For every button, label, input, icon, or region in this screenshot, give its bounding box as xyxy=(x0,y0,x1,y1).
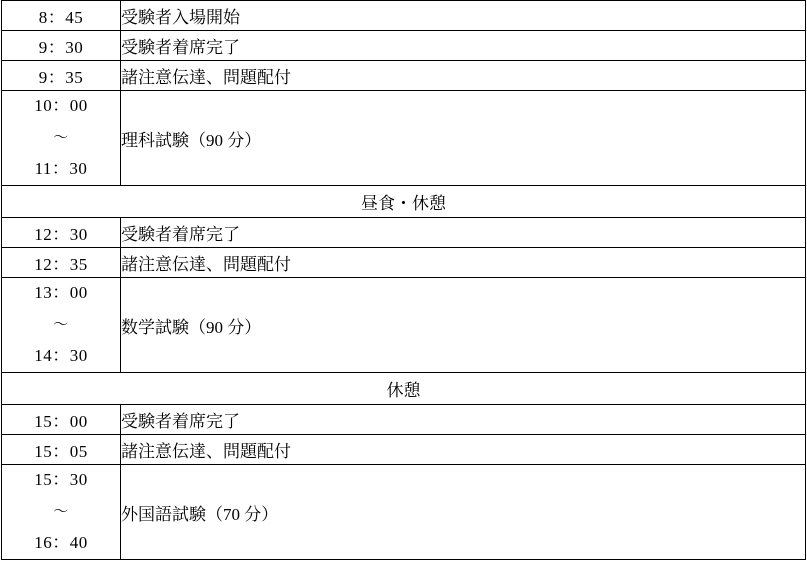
event-cell: 諸注意伝達、問題配付 xyxy=(121,61,806,91)
event-cell: 数学試験（90 分） xyxy=(121,278,806,373)
event-cell: 受験者着席完了 xyxy=(121,405,806,435)
exam-schedule-table xyxy=(1,0,806,560)
time-end: 11：30 xyxy=(34,159,88,179)
time-cell: 9：30 xyxy=(2,31,121,61)
table-row-break xyxy=(2,373,806,405)
time-cell: 15：00 xyxy=(2,405,121,435)
table-row-break xyxy=(2,186,806,218)
event-cell: 諸注意伝達、問題配付 xyxy=(121,435,806,465)
time-cell: 15：05 xyxy=(2,435,121,465)
event-cell: 理科試験（90 分） xyxy=(121,91,806,186)
table-row xyxy=(2,405,806,435)
event-cell: 外国語試験（70 分） xyxy=(121,465,806,560)
table-row xyxy=(2,435,806,465)
time-cell: 8：45 xyxy=(2,1,121,31)
time-range-cell xyxy=(2,465,121,560)
event-cell: 諸注意伝達、問題配付 xyxy=(121,248,806,278)
time-cell: 9：35 xyxy=(2,61,121,91)
table-row xyxy=(2,465,806,560)
event-cell: 受験者着席完了 xyxy=(121,31,806,61)
table-row xyxy=(2,91,806,186)
time-separator: 〜 xyxy=(53,316,69,333)
time-separator: 〜 xyxy=(53,129,69,146)
schedule-body xyxy=(2,1,806,560)
time-range-cell xyxy=(2,91,121,186)
table-row xyxy=(2,248,806,278)
event-cell: 受験者入場開始 xyxy=(121,1,806,31)
time-start: 13：00 xyxy=(34,283,88,302)
time-start: 15：30 xyxy=(34,470,88,489)
time-separator: 〜 xyxy=(53,503,69,520)
table-row xyxy=(2,31,806,61)
time-cell: 12：35 xyxy=(2,248,121,278)
time-range xyxy=(2,468,120,556)
time-range xyxy=(2,281,120,369)
table-row xyxy=(2,218,806,248)
time-start: 10：00 xyxy=(34,96,88,115)
table-row xyxy=(2,1,806,31)
time-end: 16：40 xyxy=(34,533,88,553)
time-range xyxy=(2,94,120,182)
time-range-cell xyxy=(2,278,121,373)
time-cell: 12：30 xyxy=(2,218,121,248)
break-label: 昼食・休憩 xyxy=(2,186,806,218)
break-label: 休憩 xyxy=(2,373,806,405)
event-cell: 受験者着席完了 xyxy=(121,218,806,248)
time-end: 14：30 xyxy=(34,346,88,366)
table-row xyxy=(2,61,806,91)
table-row xyxy=(2,278,806,373)
